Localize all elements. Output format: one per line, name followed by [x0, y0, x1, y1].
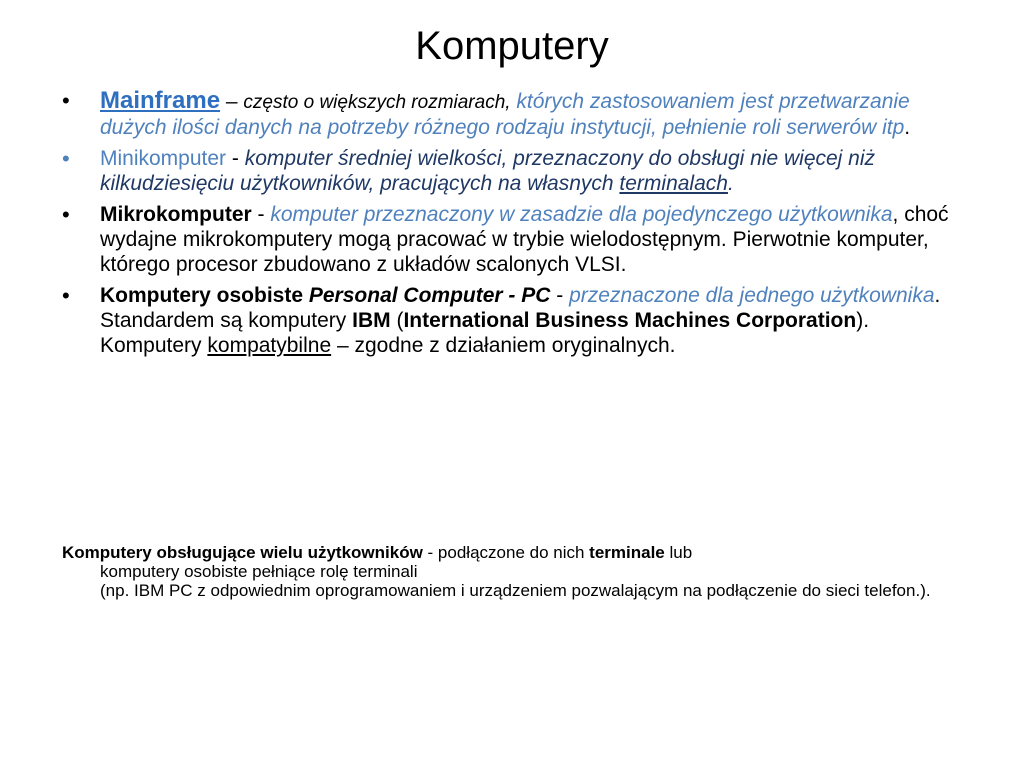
slide-title: Komputery [415, 24, 609, 68]
mikrokomputer-rest: , choć wydajne mikrokomputery mogą pracować w trybie wielodostępnym. Pierwotnie komputer, którego procesor zbudowano z układów scalonych VLSI. [100, 203, 949, 276]
bullet-minikomputer [62, 146, 962, 196]
standard-text: Standardem są komputery [100, 309, 353, 332]
minikomputer-desc: komputer średniej wielkości, przeznaczony do obsługi nie więcej niż kilkudziesięciu użytkowników, pracujących na własnych [100, 147, 876, 195]
osobiste-dash: - [550, 284, 570, 307]
bullet-marker: • [62, 283, 70, 308]
osobiste-end: . [934, 284, 941, 307]
footer-bold-1: Komputery obsługujące wielu użytkowników [62, 543, 423, 562]
mainframe-dash: – [220, 90, 244, 113]
bullet-marker: • [62, 146, 70, 171]
minikomputer-term: Minikomputer [100, 147, 227, 170]
bullet-marker: • [62, 202, 70, 227]
compat-suffix: – zgodne z działaniem oryginalnych. [331, 334, 676, 357]
footer-line-3: (np. IBM PC z odpowiednim oprogramowaniem i urządzeniem pozwalającym na podłączenie do sieci telefon.). [100, 581, 931, 600]
mainframe-end: . [904, 116, 911, 139]
minikomputer-end: . [727, 172, 734, 195]
ibm-full-name: International Business Machines Corporation [403, 309, 857, 332]
mainframe-term[interactable]: Mainframe [100, 87, 221, 114]
mikrokomputer-dash: - [251, 203, 271, 226]
paren-open: ( [390, 309, 404, 332]
compat-prefix: Komputery [100, 334, 208, 357]
terminalach-link[interactable]: terminalach [619, 172, 728, 195]
bullet-list [62, 88, 962, 364]
mainframe-intro: często o większych rozmiarach, [243, 92, 511, 113]
mikrokomputer-term: Mikrokomputer [100, 203, 252, 226]
kompatybilne-link[interactable]: kompatybilne [207, 334, 332, 357]
footer-text-1: - podłączone do nich [422, 543, 590, 562]
mainframe-desc: których zastosowaniem jest przetwarzanie dużych ilości danych na potrzeby różnego rodzaju instytucji, pełnienie roli serwerów itp [100, 90, 910, 139]
osobiste-term: Komputery osobiste [100, 284, 309, 307]
footer-note [62, 543, 942, 600]
pc-term: Personal Computer - PC [308, 284, 551, 307]
bullet-komputery-osobiste [62, 283, 962, 358]
mikrokomputer-desc: komputer przeznaczony w zasadzie dla pojedynczego użytkownika [270, 203, 893, 226]
footer-line-2: komputery osobiste pełniące rolę terminali [100, 562, 418, 581]
osobiste-desc: przeznaczone dla jednego użytkownika [569, 284, 935, 307]
bullet-marker: • [62, 88, 70, 113]
bullet-mikrokomputer [62, 202, 962, 277]
bullet-mainframe [62, 88, 962, 140]
paren-close: ). [856, 309, 870, 332]
footer-bold-2: terminale [589, 543, 665, 562]
minikomputer-dash: - [226, 147, 245, 170]
footer-text-2: lub [664, 543, 693, 562]
ibm-term: IBM [352, 309, 391, 332]
